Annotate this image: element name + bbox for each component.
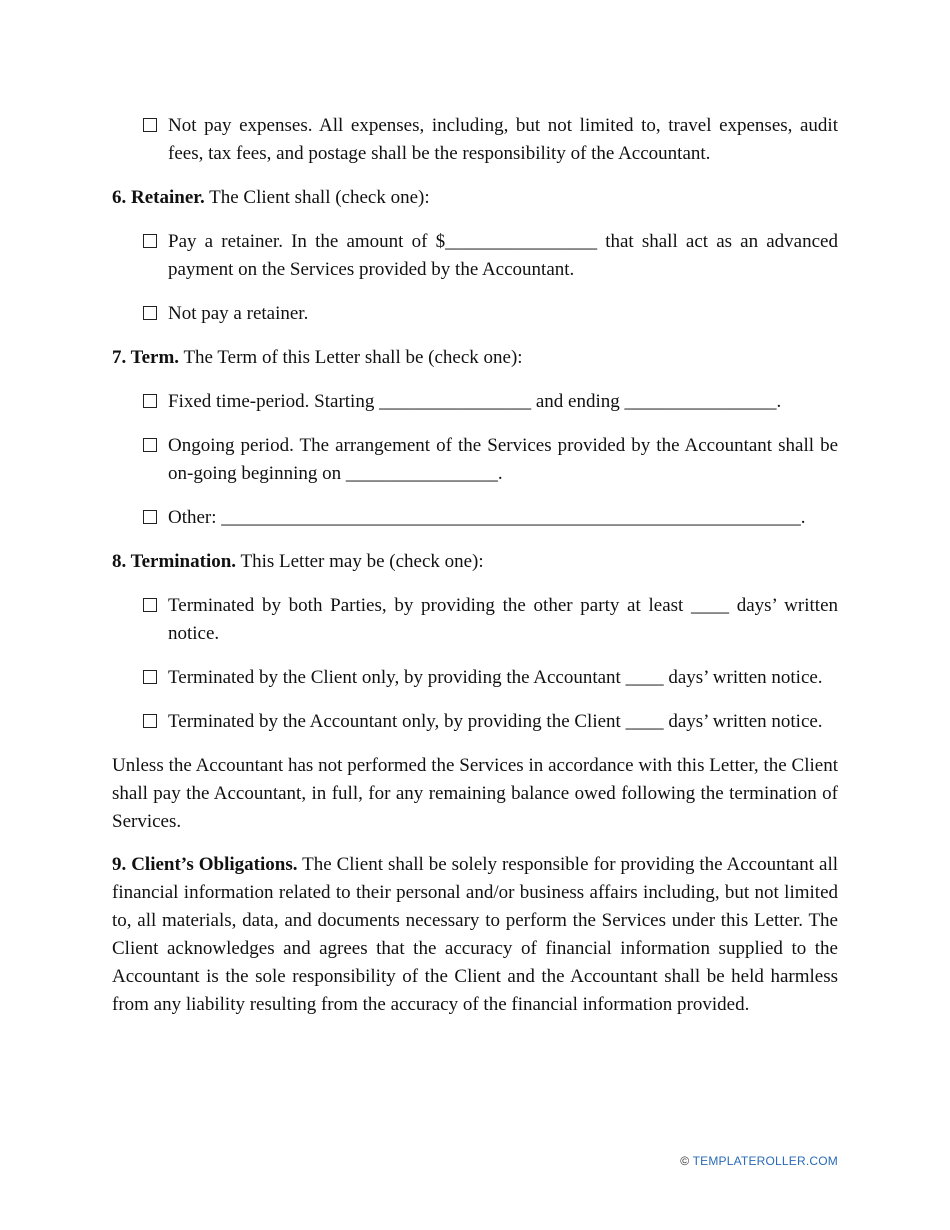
checkbox-pay-retainer[interactable] bbox=[143, 234, 157, 248]
section-client-obligations bbox=[112, 851, 838, 1019]
option-not-pay-retainer bbox=[143, 300, 838, 328]
section-heading: 9. Client’s Obligations. bbox=[112, 854, 298, 875]
option-text: Other: _____________________________________________________________. bbox=[168, 507, 806, 528]
footer-credit bbox=[680, 1154, 838, 1168]
section-intro: The Term of this Letter shall be (check one): bbox=[179, 347, 523, 368]
document-page bbox=[112, 112, 838, 1034]
option-not-pay-expenses bbox=[143, 112, 838, 168]
section-heading: 6. Retainer. bbox=[112, 187, 205, 208]
section-heading: 8. Termination. bbox=[112, 551, 237, 572]
option-terminate-accountant bbox=[143, 708, 838, 736]
checkbox-other[interactable] bbox=[143, 510, 157, 524]
section-body: The Client shall be solely responsible for providing the Accountant all financial information related to their personal and/or business affairs including, but not limited to, all materials, data, and documents necessary to perform the Services under this Letter. The Client acknowledges and agrees that the accuracy of financial information supplied to the Accountant is the sole responsibility of the Client and the Accountant shall be held harmless from any liability resulting from the accuracy of the financial information provided. bbox=[112, 854, 839, 1015]
footer-brand-link[interactable]: TEMPLATEROLLER.COM bbox=[692, 1154, 838, 1168]
checkbox-terminate-accountant[interactable] bbox=[143, 714, 157, 728]
option-text: Ongoing period. The arrangement of the Services provided by the Accountant shall be on-going beginning on ________________. bbox=[168, 435, 838, 484]
option-fixed-period bbox=[143, 388, 838, 416]
section-term bbox=[112, 344, 838, 372]
checkbox-terminate-both[interactable] bbox=[143, 598, 157, 612]
option-other bbox=[143, 504, 838, 532]
option-text: Terminated by both Parties, by providing the other party at least ____ days’ written notice. bbox=[168, 595, 838, 644]
section-retainer bbox=[112, 184, 838, 212]
section-intro: The Client shall (check one): bbox=[204, 187, 430, 208]
option-ongoing-period bbox=[143, 432, 838, 488]
copyright-symbol: © bbox=[680, 1154, 693, 1168]
unless-paragraph: Unless the Accountant has not performed the Services in accordance with this Letter, the Client shall pay the Accountant, in full, for any remaining balance owed following the termination of Services. bbox=[112, 755, 838, 832]
section-heading: 7. Term. bbox=[112, 347, 180, 368]
option-pay-retainer bbox=[143, 228, 838, 284]
option-text: Pay a retainer. In the amount of $________________ that shall act as an advanced payment on the Services provided by the Accountant. bbox=[168, 231, 838, 280]
section-intro: This Letter may be (check one): bbox=[236, 551, 484, 572]
option-terminate-client bbox=[143, 664, 838, 692]
checkbox-ongoing-period[interactable] bbox=[143, 438, 157, 452]
option-text: Not pay expenses. All expenses, including, but not limited to, travel expenses, audit fees, tax fees, and postage shall be the responsibility of the Accountant. bbox=[168, 115, 838, 164]
option-text: Fixed time-period. Starting ________________ and ending ________________. bbox=[168, 391, 782, 412]
option-terminate-both bbox=[143, 592, 838, 648]
section-termination bbox=[112, 548, 838, 576]
checkbox-not-pay-expenses[interactable] bbox=[143, 118, 157, 132]
checkbox-terminate-client[interactable] bbox=[143, 670, 157, 684]
checkbox-fixed-period[interactable] bbox=[143, 394, 157, 408]
option-text: Not pay a retainer. bbox=[168, 303, 309, 324]
option-text: Terminated by the Client only, by providing the Accountant ____ days’ written notice. bbox=[168, 667, 823, 688]
option-text: Terminated by the Accountant only, by providing the Client ____ days’ written notice. bbox=[168, 711, 823, 732]
checkbox-not-pay-retainer[interactable] bbox=[143, 306, 157, 320]
